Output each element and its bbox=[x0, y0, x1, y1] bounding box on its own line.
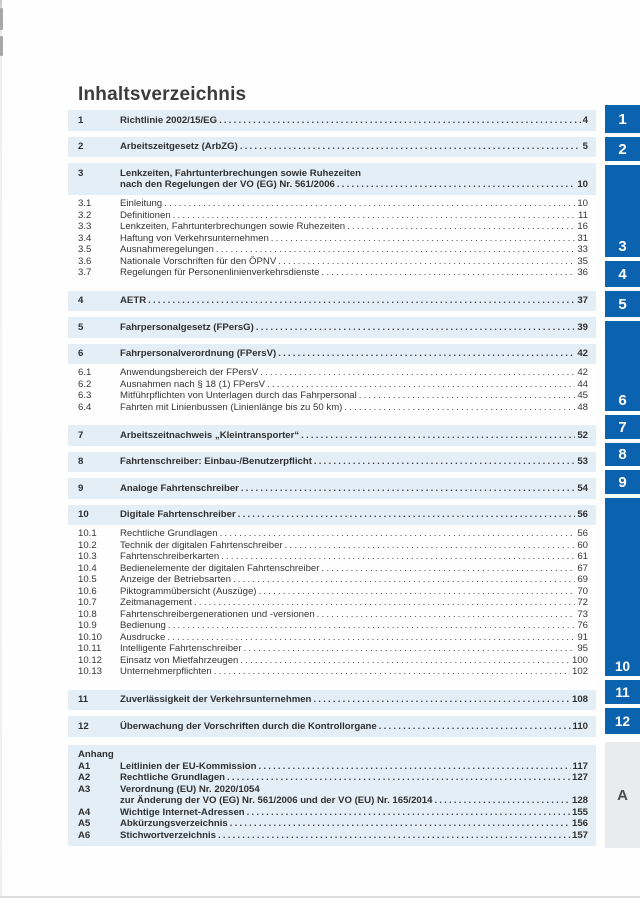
row-number: 6.4 bbox=[78, 401, 92, 413]
toc-row bbox=[68, 586, 596, 598]
row-title: Lenkzeiten, Fahrtunterbrechungen sowie Ruhezeiten bbox=[120, 221, 346, 232]
row-number: 7 bbox=[78, 429, 84, 441]
page-title: Inhaltsverzeichnis bbox=[78, 84, 247, 105]
scan-edge-artifact bbox=[0, 0, 2, 898]
thumb-tab-label: 2 bbox=[618, 140, 627, 158]
row-number: 10.4 bbox=[78, 562, 97, 574]
leader-dots bbox=[214, 666, 570, 678]
page-number: 48 bbox=[577, 401, 588, 413]
row-number: 10.1 bbox=[78, 528, 97, 539]
thumb-tab-label: 4 bbox=[618, 265, 627, 283]
toc-row bbox=[68, 198, 596, 210]
row-number: 10.11 bbox=[78, 643, 102, 654]
leader-dots bbox=[148, 295, 575, 307]
leader-dots bbox=[258, 761, 570, 773]
chapter-band bbox=[68, 716, 596, 737]
page-number: 127 bbox=[571, 772, 588, 783]
row-title: Intelligente Fahrtenschreiber bbox=[120, 643, 242, 654]
toc-row bbox=[68, 784, 596, 796]
row-number: 10 bbox=[78, 509, 89, 520]
leader-dots bbox=[256, 322, 576, 334]
row-title: Richtlinie 2002/15/EG bbox=[120, 114, 218, 126]
toc-row bbox=[68, 666, 596, 678]
toc-row bbox=[68, 430, 596, 442]
page-number: 31 bbox=[577, 232, 588, 244]
toc-row bbox=[68, 168, 596, 180]
toc-row bbox=[68, 551, 596, 563]
row-number: 10.9 bbox=[78, 620, 97, 631]
row-number: A5 bbox=[78, 818, 91, 829]
row-title: Rechtliche Grundlagen bbox=[120, 772, 226, 783]
leader-dots bbox=[168, 620, 575, 632]
toc-row bbox=[68, 574, 596, 586]
chapter-band bbox=[68, 137, 596, 158]
row-number: A3 bbox=[78, 783, 91, 795]
page-number: 155 bbox=[571, 806, 588, 818]
leader-dots bbox=[317, 609, 576, 621]
row-number: A2 bbox=[78, 772, 91, 783]
appendix-block bbox=[68, 745, 596, 846]
leader-dots bbox=[344, 402, 575, 414]
row-title: Ausdrucke bbox=[120, 631, 166, 643]
toc-row bbox=[68, 632, 596, 644]
row-title: Fahrtenschreiberkarten bbox=[120, 551, 220, 562]
row-title: Abkürzungsverzeichnis bbox=[120, 818, 228, 829]
leader-dots bbox=[337, 179, 575, 191]
page-number: 53 bbox=[577, 456, 588, 467]
thumb-tab-label: 8 bbox=[618, 446, 627, 463]
page-number: 42 bbox=[577, 367, 588, 378]
row-number: 12 bbox=[78, 720, 89, 732]
row-title: Ausnahmen nach § 18 (1) FPersV bbox=[120, 378, 266, 390]
row-title: zur Änderung der VO (EG) Nr. 561/2006 und der VO (EU) Nr. 165/2014 bbox=[120, 795, 433, 806]
page-number: 156 bbox=[571, 818, 588, 829]
page-number: 54 bbox=[577, 482, 588, 494]
chapter-band bbox=[68, 505, 596, 526]
chapter-band bbox=[68, 291, 596, 312]
row-title: Leitlinien der EU-Kommission bbox=[120, 760, 257, 772]
leader-dots bbox=[321, 267, 575, 279]
row-title: Wichtige Internet-Adressen bbox=[120, 806, 245, 818]
thumb-tab-3 bbox=[605, 165, 640, 257]
leader-dots bbox=[434, 795, 570, 807]
thumb-tab-label: 3 bbox=[618, 238, 627, 255]
leader-dots bbox=[164, 198, 575, 210]
row-title: Fahrpersonalgesetz (FPersG) bbox=[120, 321, 254, 333]
toc-row bbox=[68, 540, 596, 552]
row-title: Definitionen bbox=[120, 209, 171, 221]
row-number: 10.7 bbox=[78, 597, 97, 608]
toc-row bbox=[68, 456, 596, 468]
toc-row bbox=[68, 256, 596, 268]
row-number: 4 bbox=[78, 295, 84, 306]
page-number: 69 bbox=[577, 574, 588, 585]
leader-dots bbox=[218, 830, 570, 842]
row-number: A1 bbox=[78, 760, 91, 772]
row-title: Zeitmanagement bbox=[120, 597, 192, 608]
row-number: 10.8 bbox=[78, 608, 97, 620]
thumb-tab-4 bbox=[605, 261, 640, 287]
row-number: 10.6 bbox=[78, 585, 97, 597]
page-number: 35 bbox=[577, 255, 588, 267]
thumb-tab-9 bbox=[605, 470, 640, 494]
page-number: 11 bbox=[578, 209, 588, 221]
thumb-tab-label: 11 bbox=[615, 684, 630, 700]
page-number: 33 bbox=[577, 244, 588, 255]
toc-row bbox=[68, 830, 596, 842]
leader-dots bbox=[244, 643, 576, 655]
row-title: Fahrtenschreibergenerationen und -versionen bbox=[120, 608, 315, 620]
toc-row bbox=[68, 322, 596, 334]
row-title: Nationale Vorschriften für den ÖPNV bbox=[120, 255, 277, 267]
row-number: 3.3 bbox=[78, 221, 92, 232]
row-number: 3.5 bbox=[78, 244, 92, 255]
leader-dots bbox=[240, 141, 581, 153]
toc-row bbox=[68, 295, 596, 307]
page-number: 67 bbox=[577, 562, 588, 574]
toc-row bbox=[68, 348, 596, 360]
row-number: 3.7 bbox=[78, 267, 92, 278]
leader-dots bbox=[220, 528, 576, 540]
row-title: Piktogrammübersicht (Auszüge) bbox=[120, 585, 257, 597]
page-number: 91 bbox=[577, 631, 588, 643]
page-number: 4 bbox=[582, 114, 588, 126]
row-title: Bedienelemente der digitalen Fahrtenschreiber bbox=[120, 562, 320, 574]
row-title: Arbeitszeitnachweis „Kleintransporter“ bbox=[120, 429, 300, 441]
row-title: Stichwortverzeichnis bbox=[120, 829, 216, 841]
row-number: 3 bbox=[78, 167, 84, 179]
toc-row bbox=[68, 563, 596, 575]
page-number: 56 bbox=[577, 509, 588, 520]
leader-dots bbox=[227, 772, 570, 784]
row-title: Bedienung bbox=[120, 620, 166, 631]
page-number: 100 bbox=[571, 654, 588, 666]
row-title: Arbeitszeitgesetz (ArbZG) bbox=[120, 141, 238, 152]
table-of-contents bbox=[68, 0, 596, 846]
row-title: Ausnahmeregelungen bbox=[120, 244, 214, 255]
row-number: 3.1 bbox=[78, 198, 92, 209]
toc-row bbox=[68, 620, 596, 632]
row-number: 10.13 bbox=[78, 666, 103, 677]
toc-row bbox=[68, 244, 596, 256]
row-number: 10.10 bbox=[78, 631, 103, 643]
chapter-band bbox=[68, 163, 596, 195]
toc-row bbox=[68, 141, 596, 153]
row-number: 2 bbox=[78, 141, 84, 152]
row-number: 10.3 bbox=[78, 551, 97, 562]
page-number: 10 bbox=[577, 179, 588, 190]
page-number: 10 bbox=[577, 198, 588, 209]
row-title: Anzeige der Betriebsarten bbox=[120, 574, 231, 585]
row-title: Zuverlässigkeit der Verkehrsunternehmen bbox=[120, 694, 312, 705]
leader-dots bbox=[285, 540, 576, 552]
thumb-tab-label: 5 bbox=[618, 295, 627, 313]
thumb-tab-6 bbox=[605, 321, 640, 411]
row-number: 6 bbox=[78, 348, 84, 359]
leader-dots bbox=[267, 379, 575, 391]
leader-dots bbox=[238, 509, 576, 521]
thumb-tab-7 bbox=[605, 415, 640, 439]
page-number: 117 bbox=[572, 760, 588, 772]
page-number: 44 bbox=[577, 378, 588, 390]
chapter-band bbox=[68, 344, 596, 365]
thumb-tab-label: 10 bbox=[614, 659, 631, 674]
row-number: A4 bbox=[78, 806, 91, 818]
toc-list bbox=[68, 110, 596, 846]
leader-dots bbox=[247, 807, 570, 819]
toc-row bbox=[68, 528, 596, 540]
chapter-band bbox=[68, 452, 596, 473]
leader-dots bbox=[313, 694, 570, 706]
page-number: 128 bbox=[571, 795, 588, 806]
thumb-tab-label: A bbox=[617, 786, 628, 804]
thumb-tab-strip bbox=[605, 0, 640, 898]
leader-dots bbox=[216, 244, 575, 256]
leader-dots bbox=[271, 233, 576, 245]
row-number: 3.4 bbox=[78, 232, 92, 244]
page-number: 157 bbox=[571, 829, 588, 841]
row-title: Fahrtenschreiber: Einbau-/Benutzerpflicht bbox=[120, 456, 312, 467]
row-title: Einleitung bbox=[120, 198, 163, 209]
row-number: 11 bbox=[78, 694, 89, 705]
leader-dots bbox=[240, 655, 570, 667]
leader-dots bbox=[301, 430, 575, 442]
row-number: A6 bbox=[78, 829, 91, 841]
toc-row bbox=[68, 694, 596, 706]
row-number: 10.2 bbox=[78, 539, 97, 551]
row-title: Fahrpersonalverordnung (FPersV) bbox=[120, 348, 277, 359]
page-number: 60 bbox=[577, 539, 588, 551]
row-title: Einsatz von Mietfahrzeugen bbox=[120, 654, 239, 666]
thumb-tab-8 bbox=[605, 443, 640, 466]
row-title: Anwendungsbereich der FPersV bbox=[120, 367, 259, 378]
page-number: 70 bbox=[577, 585, 588, 597]
row-title: Regelungen für Personenlinienverkehrsdienste bbox=[120, 267, 320, 278]
leader-dots bbox=[379, 721, 571, 733]
page-number: 73 bbox=[577, 608, 588, 620]
chapter-band bbox=[68, 478, 596, 499]
toc-row bbox=[68, 115, 596, 127]
row-title: Unternehmerpflichten bbox=[120, 666, 212, 677]
chapter-band bbox=[68, 317, 596, 338]
thumb-tab-12 bbox=[605, 708, 640, 734]
leader-dots bbox=[278, 256, 575, 268]
row-number: 8 bbox=[78, 456, 84, 467]
chapter-band bbox=[68, 425, 596, 446]
leader-dots bbox=[167, 632, 575, 644]
row-number: 10.5 bbox=[78, 574, 97, 585]
row-title: Mitführpflichten von Unterlagen durch das Fahrpersonal bbox=[120, 390, 357, 401]
toc-row bbox=[68, 609, 596, 621]
page-number: 76 bbox=[577, 620, 588, 631]
page-number: 56 bbox=[577, 528, 588, 539]
page-number: 61 bbox=[577, 551, 588, 562]
page-number: 110 bbox=[572, 720, 588, 732]
page-number: 95 bbox=[577, 643, 588, 654]
row-title: Lenkzeiten, Fahrtunterbrechungen sowie Ruhezeiten bbox=[120, 167, 361, 179]
toc-row bbox=[68, 221, 596, 233]
page-number: 108 bbox=[571, 694, 588, 705]
row-title: Haftung von Verkehrsunternehmen bbox=[120, 232, 269, 244]
thumb-tab-11 bbox=[605, 680, 640, 704]
scan-edge-artifact bbox=[0, 8, 3, 30]
toc-row bbox=[68, 402, 596, 414]
leader-dots bbox=[230, 818, 570, 830]
toc-row bbox=[68, 818, 596, 830]
row-number: 5 bbox=[78, 321, 84, 333]
toc-row bbox=[68, 655, 596, 667]
leader-dots bbox=[359, 390, 576, 402]
leader-dots bbox=[221, 551, 575, 563]
toc-row bbox=[68, 179, 596, 191]
chapter-band bbox=[68, 110, 596, 131]
row-title: AETR bbox=[120, 295, 147, 306]
toc-row bbox=[68, 761, 596, 773]
thumb-tab-label: 1 bbox=[618, 110, 627, 128]
thumb-tab-2 bbox=[605, 137, 640, 161]
appendix-header: Anhang bbox=[78, 749, 114, 760]
row-number: 3.2 bbox=[78, 209, 92, 221]
scan-edge-artifact bbox=[0, 36, 3, 56]
row-title: Überwachung der Vorschriften durch die Kontrollorgane bbox=[120, 720, 377, 732]
row-title: Verordnung (EU) Nr. 2020/1054 bbox=[120, 783, 260, 795]
page-number: 72 bbox=[577, 597, 588, 608]
page-number: 102 bbox=[571, 666, 588, 677]
leader-dots bbox=[260, 367, 575, 379]
leader-dots bbox=[173, 210, 576, 222]
leader-dots bbox=[241, 483, 575, 495]
toc-row bbox=[68, 772, 596, 784]
thumb-tab-label: 12 bbox=[614, 713, 631, 729]
leader-dots bbox=[347, 221, 575, 233]
toc-row bbox=[68, 807, 596, 819]
leader-dots bbox=[314, 456, 575, 468]
chapter-band bbox=[68, 690, 596, 711]
leader-dots bbox=[233, 574, 575, 586]
row-title: Fahrten mit Linienbussen (Linienlänge bis zu 50 km) bbox=[120, 401, 343, 413]
row-number: 9 bbox=[78, 482, 84, 494]
page-number: 5 bbox=[582, 141, 588, 152]
thumb-tab-label: 6 bbox=[618, 392, 627, 409]
leader-dots bbox=[321, 563, 575, 575]
row-number: 1 bbox=[78, 114, 84, 126]
toc-row bbox=[68, 233, 596, 245]
thumb-tab-1 bbox=[605, 105, 640, 133]
page-number: 45 bbox=[577, 390, 588, 401]
row-title: nach den Regelungen der VO (EG) Nr. 561/2006 bbox=[120, 179, 335, 190]
page-number: 36 bbox=[577, 267, 588, 278]
row-number: 6.2 bbox=[78, 378, 92, 390]
row-number: 6.1 bbox=[78, 367, 92, 378]
row-title: Technik der digitalen Fahrtenschreiber bbox=[120, 539, 283, 551]
leader-dots bbox=[259, 586, 576, 598]
thumb-tab-label: 7 bbox=[618, 418, 627, 436]
row-number: 10.12 bbox=[78, 654, 103, 666]
row-title: Rechtliche Grundlagen bbox=[120, 528, 218, 539]
page-number: 37 bbox=[577, 295, 588, 306]
toc-row bbox=[68, 210, 596, 222]
thumb-tab-10 bbox=[605, 498, 640, 676]
toc-row bbox=[68, 509, 596, 521]
toc-row bbox=[68, 643, 596, 655]
leader-dots bbox=[278, 348, 575, 360]
toc-row bbox=[68, 390, 596, 402]
leader-dots bbox=[219, 115, 581, 127]
toc-row bbox=[68, 379, 596, 391]
toc-row bbox=[68, 597, 596, 609]
page-number: 52 bbox=[577, 429, 588, 441]
row-number: 6.3 bbox=[78, 390, 92, 401]
page-number: 42 bbox=[577, 348, 588, 359]
row-number: 3.6 bbox=[78, 255, 92, 267]
page-number: 39 bbox=[577, 321, 588, 333]
thumb-tab-A bbox=[605, 742, 640, 848]
row-title: Analoge Fahrtenschreiber bbox=[120, 482, 239, 494]
toc-row bbox=[68, 795, 596, 807]
thumb-tab-label: 9 bbox=[618, 473, 627, 491]
toc-row bbox=[68, 483, 596, 495]
row-title: Digitale Fahrtenschreiber bbox=[120, 509, 236, 520]
toc-row bbox=[68, 721, 596, 733]
page-number: 16 bbox=[577, 221, 588, 232]
thumb-tab-5 bbox=[605, 291, 640, 317]
toc-row bbox=[68, 267, 596, 279]
toc-row bbox=[68, 367, 596, 379]
leader-dots bbox=[194, 597, 575, 609]
